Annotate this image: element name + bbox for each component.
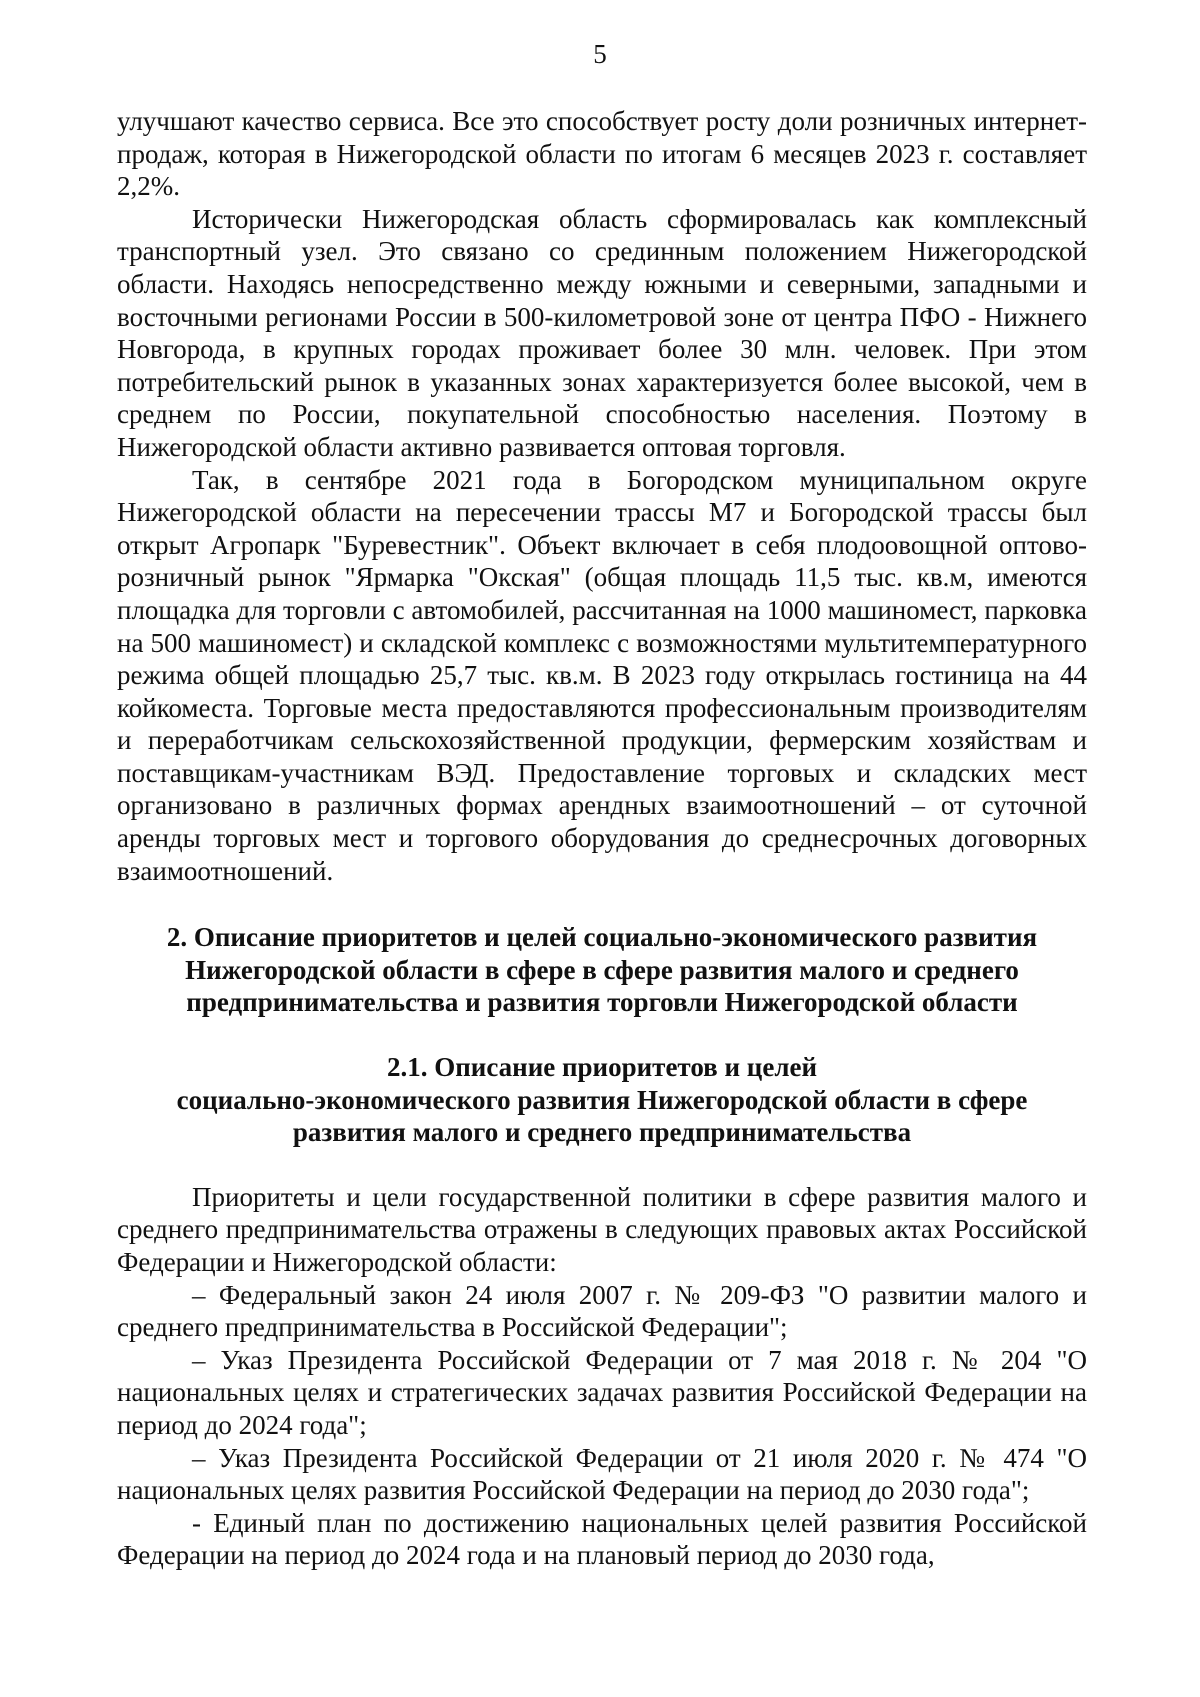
- section-heading-2-1-line: социально-экономического развития Нижегородской области в сфере: [176, 1084, 1028, 1115]
- list-item-unified-plan: - Единый план по достижению национальных целей развития Российской Федерации на период до 2024 года и на плановый период до 2030 года,: [117, 1507, 1087, 1571]
- page-number: 5: [593, 39, 607, 69]
- section-heading-2-line: Нижегородской области в сфере в сфере развития малого и среднего: [185, 954, 1019, 985]
- section-heading-2-1: [117, 1051, 1087, 1149]
- paragraph-priorities-intro: Приоритеты и цели государственной политики в сфере развития малого и среднего предпринимательства отражены в следующих правовых актах Российской Федерации и Нижегородской области:: [117, 1181, 1087, 1277]
- section-heading-2: [117, 921, 1087, 1019]
- section-heading-2-1-line: 2.1. Описание приоритетов и целей: [386, 1052, 818, 1083]
- paragraph-transport-hub: Исторически Нижегородская область сформировалась как комплексный транспортный узел. Это связано со срединным положением Нижегородской области. Находясь непосредственно между южными и северными, западными и восточными регионами России в 500-километровой зоне от центра ПФО - Нижнего Новгорода, в крупных городах проживает более 30 млн. человек. При этом потребительский рынок в указанных зонах характеризуется более высокой, чем в среднем по России, покупательной способностью населения. Поэтому в Нижегородской области активно развивается оптовая торговля.: [117, 203, 1087, 462]
- section-heading-2-line: предпринимательства и развития торговли Нижегородской области: [186, 987, 1018, 1018]
- list-item-decree-204: – Указ Президента Российской Федерации от 7 мая 2018 г. № 204 "О национальных целях и стратегических задачах развития Российской Федерации на период до 2024 года";: [117, 1344, 1087, 1440]
- document-body: [117, 105, 1087, 1572]
- section-heading-2-line: 2. Описание приоритетов и целей социально-экономического развития: [166, 922, 1038, 953]
- paragraph-intro-continuation: улучшают качество сервиса. Все это способствует росту доли розничных интернет-продаж, которая в Нижегородской области по итогам 6 месяцев 2023 г. составляет 2,2%.: [117, 106, 1087, 202]
- list-item-decree-474: – Указ Президента Российской Федерации от 21 июля 2020 г. № 474 "О национальных целях развития Российской Федерации на период до 2030 года";: [117, 1442, 1087, 1506]
- section-heading-2-1-line: развития малого и среднего предпринимательства: [292, 1117, 912, 1148]
- paragraph-agropark: Так, в сентябре 2021 года в Богородском муниципальном округе Нижегородской области на пересечении трассы М7 и Богородской трассы был открыт Агропарк "Буревестник". Объект включает в себя плодоовощной оптово-розничный рынок "Ярмарка "Окская" (общая площадь 11,5 тыс. кв.м, имеются площадка для торговли с автомобилей, рассчитанная на 1000 машиномест, парковка на 500 машиномест) и складской комплекс с возможностями мультитемпературного режима общей площадью 25,7 тыс. кв.м. В 2023 году открылась гостиница на 44 койкоместа. Торговые места предоставляются профессиональным производителям и переработчикам сельскохозяйственной продукции, фермерским хозяйствам и поставщикам-участникам ВЭД. Предоставление торговых и складских мест организовано в различных формах арендных взаимоотношений – от суточной аренды торговых мест и торгового оборудования до среднесрочных договорных взаимоотношений.: [117, 464, 1087, 886]
- list-item-federal-law: – Федеральный закон 24 июля 2007 г. № 209-ФЗ "О развитии малого и среднего предпринимательства в Российской Федерации";: [117, 1279, 1087, 1343]
